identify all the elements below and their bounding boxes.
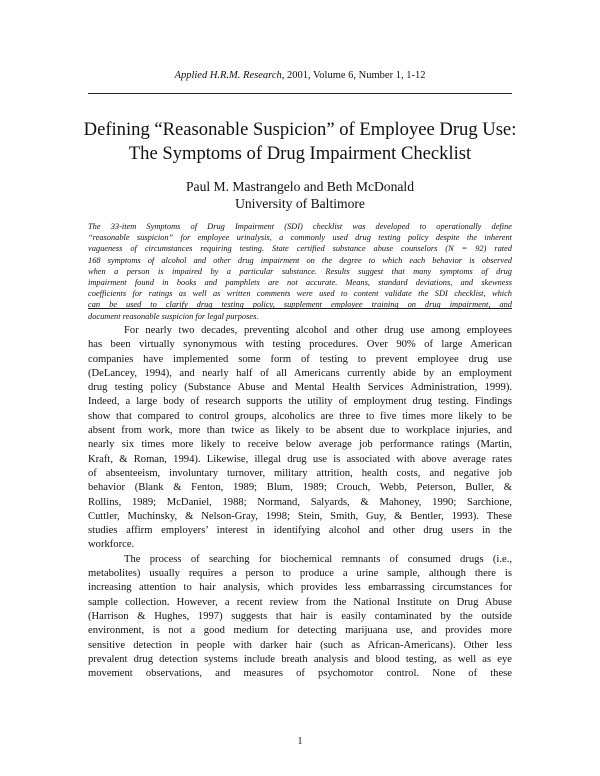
abstract-rule <box>88 308 512 309</box>
abstract-line: 168 symptoms of alcohol and other drug impairment on the degree to which each behavior is observed <box>88 255 512 265</box>
body-line: (DeLancey, 1994), and nearly half of all Americans currently abide by an employment <box>88 367 512 379</box>
title-line-2: The Symptoms of Drug Impairment Checklist <box>128 143 472 164</box>
body-line: prevalent drug detection systems include breath analysis and blood testing, as well as eye <box>88 653 512 665</box>
body-line: show that compared to control groups, alcoholics are three to five times more likely to be <box>88 410 512 422</box>
journal-header <box>0 70 600 81</box>
body-line: For nearly two decades, preventing alcohol and other drug use among employees <box>124 325 512 336</box>
journal-name: Applied H.R.M. Research <box>174 70 282 81</box>
abstract-line: “reasonable suspicion” for employee urinalysis, a commonly used drug testing policy despite the inherent <box>88 233 512 243</box>
body-line: movement observations, and measures of psychomotor control. None of these <box>88 668 512 680</box>
body-line: studies affirm employers’ interest in identifying alcohol and other drug users in the <box>88 525 512 537</box>
body-line: (Harrison & Hughes, 1997) suggests that hair is easily contaminated by the outside <box>88 610 512 622</box>
title-line-1: Defining “Reasonable Suspicion” of Employee Drug Use: <box>83 119 517 140</box>
abstract-line: impairment found in books and pamphlets are not accurate. Means, standard deviations, and skewness <box>88 278 512 288</box>
abstract-line: The 33-item Symptoms of Drug Impairment (SDI) checklist was developed to operationally define <box>88 222 512 231</box>
body-line: sample collection. However, a recent review from the National Institute on Drug Abuse <box>88 596 512 608</box>
body-line: workforce. <box>88 539 135 551</box>
body-line: environment, is not a good medium for detecting marijuana use, and provides more <box>88 625 512 637</box>
body-line: absent from work, more than twice as likely to be absent due to workplace injuries, and <box>88 425 512 437</box>
abstract <box>88 221 512 322</box>
body-line: Cuttler, Muchinsky, & Nelson-Gray, 1998; Stein, Smith, Guy, & Bentler, 1993). These <box>88 510 512 522</box>
body-text <box>88 324 512 681</box>
body-line: metabolites) usually requires a person to produce a urine sample, although there is <box>88 568 512 580</box>
body-line: The process of searching for biochemical remnants of consumed drugs (i.e., <box>124 553 512 565</box>
body-line: Indeed, a large body of research supports the utility of employment drug testing. Findings <box>88 396 512 408</box>
header-rule <box>88 93 512 94</box>
abstract-line: document reasonable suspicion for legal purposes. <box>88 311 259 321</box>
author-affiliation: University of Baltimore <box>235 196 365 211</box>
body-line: has been virtually synonymous with testing procedures. Over 90% of large American <box>88 339 512 351</box>
abstract-line: can be used to clarify drug testing policy, supplement employee training on drug impairment, and <box>88 300 512 310</box>
abstract-line: when a person is impaired by a particular substance. Results suggest that many symptoms of drug <box>88 266 512 276</box>
body-line: sensitive detection in people with darker hair (such as African-Americans). Other less <box>88 639 512 651</box>
body-line: nearly six times more likely to receive below average job performance ratings (Martin, <box>88 439 512 451</box>
abstract-line: vagueness of circumstances requiring testing. State certified substance abuse counselors (N = 92) rated <box>88 244 512 254</box>
body-line: of absenteeism, involuntary turnover, military attrition, health costs, and negative job <box>88 467 512 479</box>
body-line: behavior (Blank & Fenton, 1989; Blum, 1989; Crouch, Webb, Peterson, Buller, & <box>88 482 512 494</box>
abstract-line: coefficients for ratings as well as written comments were used to content validate the SDI checklist, which <box>88 289 512 299</box>
body-line: Rollins, 1989; McDaniel, 1988; Normand, Salyards, & Mahoney, 1990; Sarchione, <box>88 496 512 508</box>
body-line: increasing attention to hair analysis, which provides less embarrassing circumstances for <box>88 582 512 594</box>
author-names: Paul M. Mastrangelo and Beth McDonald <box>185 179 415 194</box>
page-number: 1 <box>297 736 303 747</box>
paper-title <box>60 118 540 166</box>
journal-citation: , 2001, Volume 6, Number 1, 1-12 <box>281 70 426 81</box>
author-block <box>0 178 600 212</box>
body-line: Kraft, & Roman, 1994). Likewise, illegal drug use is associated with above average rates <box>88 453 512 465</box>
body-line: companies have implemented some form of testing to prevent employee drug use <box>88 353 512 365</box>
body-line: drug testing policy (Substance Abuse and Mental Health Services Administration, 1999). <box>88 382 512 394</box>
